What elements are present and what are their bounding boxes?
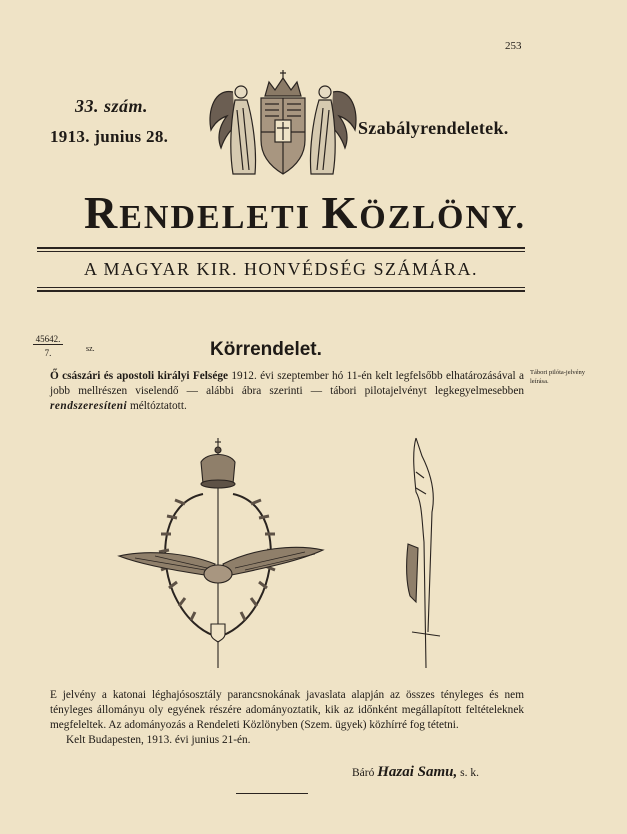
decree-text: 1912. évi szeptember hó 11-én kelt legfelsőbb elhatározásával a jobb mellrészen viselendő — alábbi ábra szerinti — tábori pilotajelvényt legkegyelmesebben	[50, 370, 524, 397]
signer-suffix: s. k.	[460, 767, 479, 779]
reference-numerator: 45642.	[33, 334, 63, 345]
reference-denominator: 7.	[44, 348, 52, 358]
reference-suffix: sz.	[86, 344, 95, 353]
margin-note: Tábori pilóta-jelvény leírása.	[530, 369, 586, 385]
decree-subject: Ő császári és apostoli királyi Felsége	[50, 370, 228, 382]
decree-emphasis: rendszeresíteni	[50, 400, 128, 412]
issue-date: 1913. junius 28.	[50, 127, 169, 146]
signer-title: Báró	[352, 767, 375, 779]
decree-text-end: méltóztatott.	[127, 400, 187, 412]
signer-name: Hazai Samu,	[377, 764, 458, 780]
masthead-rule-top	[37, 247, 525, 249]
pilot-badge-front-illustration	[115, 432, 330, 672]
publication-subtitle: A MAGYAR KIR. HONVÉDSÉG SZÁMÁRA.	[83, 259, 479, 279]
page-number: 253	[505, 40, 522, 52]
publication-title	[40, 188, 570, 243]
title-initial-k: K	[321, 187, 360, 238]
signature	[352, 764, 479, 781]
issue-number: 33. szám.	[75, 96, 149, 116]
end-rule	[236, 793, 308, 794]
award-conditions-text: E jelvény a katonai léghajósosztály parancsnokának javaslata alapján az összes tényleges és nem tényleges állományu oly egyének részére adományoztatik, kik az időnként megállapított feltételeknek megfeleltek. Az adományozás a Rendeleti Közlönyben (Szem. ügyek) közhírré fog tétetni.	[50, 689, 524, 731]
masthead-rule-bottom-thin	[37, 287, 525, 288]
document-title: Körrendelet.	[210, 339, 322, 360]
paragraph-award-conditions	[50, 688, 524, 748]
masthead-rule-top-thin	[37, 251, 525, 252]
coat-of-arms-emblem	[205, 70, 361, 180]
title-initial-r: R	[84, 187, 120, 238]
title-part-2: ÖZLÖNY.	[359, 199, 526, 236]
title-part-1: ENDELETI	[119, 199, 322, 236]
paragraph-decree	[50, 369, 524, 414]
masthead-rule-bottom	[37, 290, 525, 292]
pilot-badge-side-illustration	[402, 432, 450, 672]
section-title: Szabályrendeletek.	[358, 118, 509, 138]
place-date: Kelt Budapesten, 1913. évi junius 21-én.	[66, 734, 251, 746]
